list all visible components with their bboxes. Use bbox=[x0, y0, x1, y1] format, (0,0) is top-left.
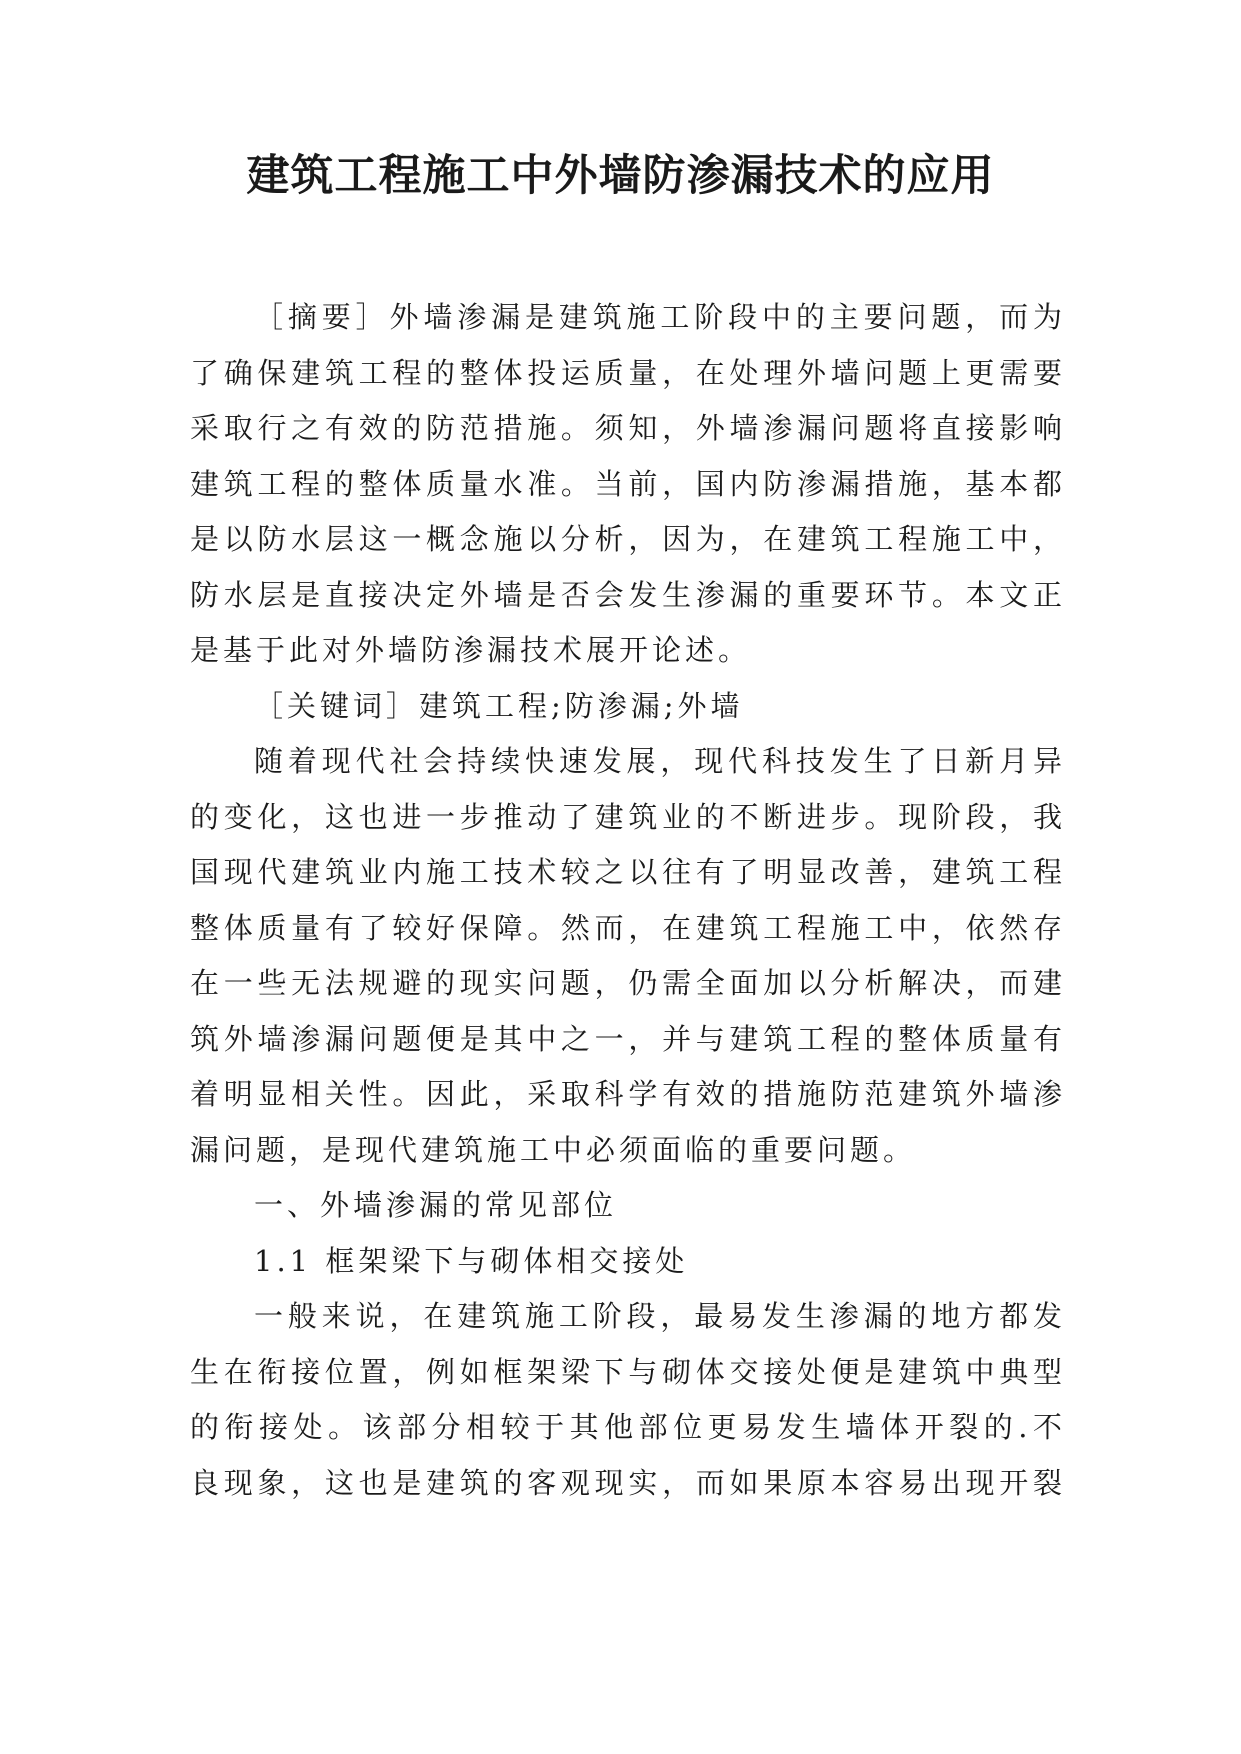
paragraph-line: 着明显相关性。因此，采取科学有效的措施防范建筑外墙渗 bbox=[190, 1077, 1066, 1111]
paragraph-line: 一般来说，在建筑施工阶段，最易发生渗漏的地方都发 bbox=[254, 1299, 1066, 1333]
section-heading: 一、外墙渗漏的常见部位 bbox=[254, 1188, 618, 1222]
paragraph-line: 国现代建筑业内施工技术较之以往有了明显改善，建筑工程 bbox=[190, 855, 1066, 889]
abstract-line: 建筑工程的整体质量水准。当前，国内防渗漏措施，基本都 bbox=[190, 466, 1066, 501]
document-title: 建筑工程施工中外墙防渗漏技术的应用 bbox=[246, 151, 995, 201]
abstract-line: ［摘要］外墙渗漏是建筑施工阶段中的主要问题，而为 bbox=[254, 300, 1066, 334]
abstract-line: 是以防水层这一概念施以分析，因为，在建筑工程施工中， bbox=[190, 522, 1066, 556]
subsection-heading: 1.1 框架梁下与砌体相交接处 bbox=[254, 1243, 689, 1278]
abstract-line: 采取行之有效的防范措施。须知，外墙渗漏问题将直接影响 bbox=[190, 411, 1066, 445]
abstract-line: 了确保建筑工程的整体投运质量，在处理外墙问题上更需要 bbox=[190, 355, 1066, 390]
paragraph-line: 漏问题，是现代建筑施工中必须面临的重要问题。 bbox=[190, 1132, 917, 1167]
abstract-line: 防水层是直接决定外墙是否会发生渗漏的重要环节。本文正 bbox=[190, 577, 1066, 612]
paragraph-line: 良现象，这也是建筑的客观现实，而如果原本容易出现开裂 bbox=[190, 1465, 1066, 1500]
paragraph-line: 的衔接处。该部分相较于其他部位更易发生墙体开裂的.不 bbox=[190, 1410, 1066, 1444]
paragraph-line: 整体质量有了较好保障。然而，在建筑工程施工中，依然存 bbox=[190, 910, 1066, 945]
paragraph-line: 的变化，这也进一步推动了建筑业的不断进步。现阶段，我 bbox=[190, 799, 1066, 834]
abstract-line: 是基于此对外墙防渗漏技术展开论述。 bbox=[190, 633, 752, 667]
document-body bbox=[190, 290, 1066, 1511]
paragraph-line: 在一些无法规避的现实问题，仍需全面加以分析解决，而建 bbox=[190, 966, 1066, 1000]
paragraph-line: 筑外墙渗漏问题便是其中之一，并与建筑工程的整体质量有 bbox=[190, 1021, 1066, 1056]
keywords-line: ［关键词］建筑工程;防渗漏;外墙 bbox=[254, 688, 744, 723]
paragraph-line: 随着现代社会持续快速发展，现代科技发生了日新月异 bbox=[254, 744, 1066, 778]
paragraph-line: 生在衔接位置，例如框架梁下与砌体交接处便是建筑中典型 bbox=[190, 1354, 1066, 1389]
